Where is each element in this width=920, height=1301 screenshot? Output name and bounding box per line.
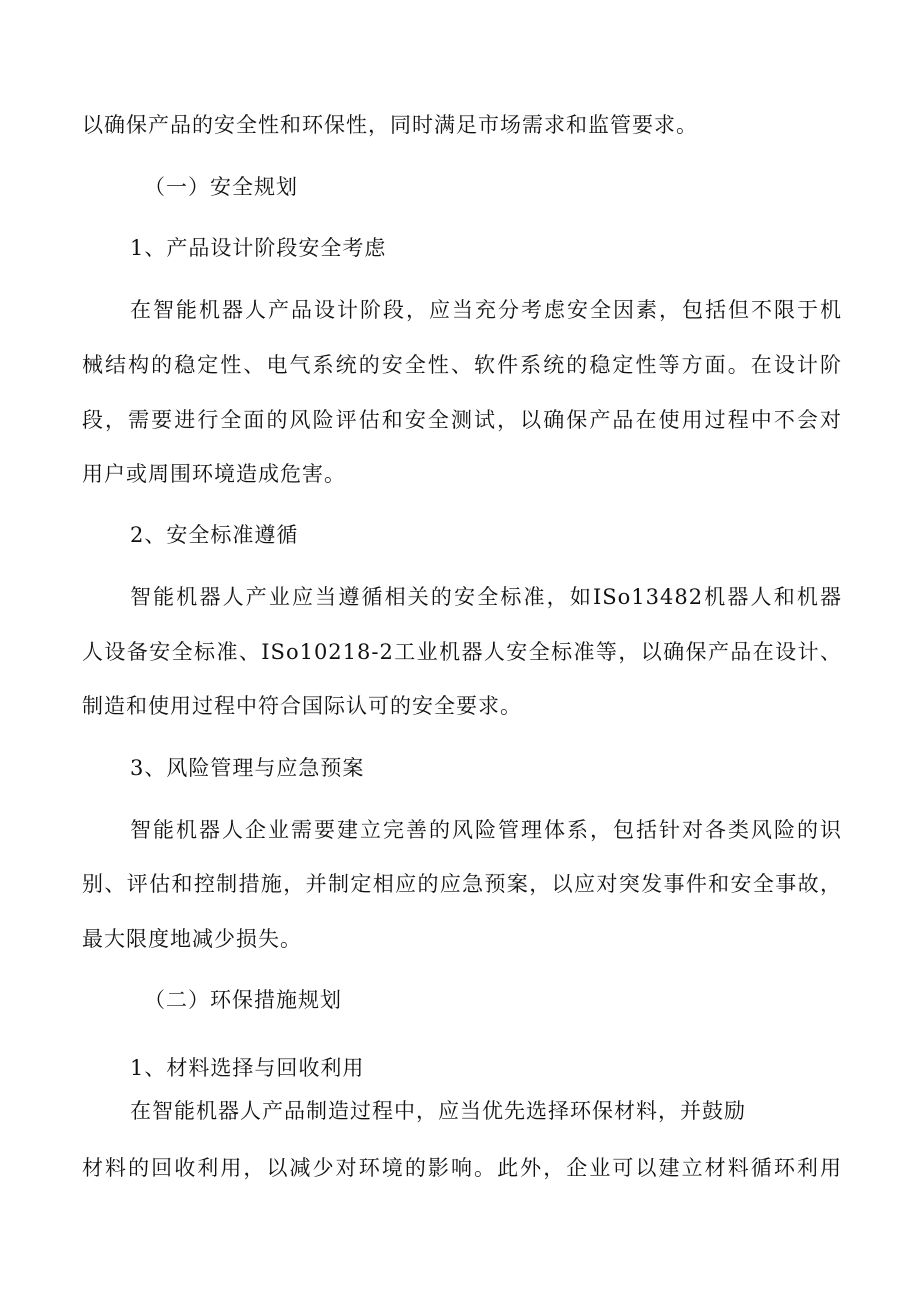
subheading-risk-management: 3、风险管理与应急预案 [130, 756, 365, 780]
section-heading-environmental-planning: （二）环保措施规划 [144, 988, 342, 1012]
paragraph-line: 用户或周围环境造成危害。 [82, 462, 346, 486]
section-heading-safety-planning: （一）安全规划 [144, 175, 298, 199]
subheading-safety-standards: 2、安全标准遵循 [130, 523, 299, 547]
paragraph-line: 制造和使用过程中符合国际认可的安全要求。 [82, 694, 522, 718]
paragraph-line: 械结构的稳定性、电气系统的安全性、软件系统的稳定性等方面。在设计阶 [82, 353, 842, 377]
paragraph-line: 材料的回收利用，以减少对环境的影响。此外，企业可以建立材料循环利用 [82, 1156, 842, 1180]
paragraph-line: 以确保产品的安全性和环保性，同时满足市场需求和监管要求。 [82, 113, 698, 137]
paragraph-line: 智能机器人企业需要建立完善的风险管理体系，包括针对各类风险的识 [130, 818, 842, 842]
paragraph-line: 智能机器人产业应当遵循相关的安全标准，如ISo13482机器人和机器 [130, 585, 842, 609]
paragraph-line: 段，需要进行全面的风险评估和安全测试，以确保产品在使用过程中不会对 [82, 408, 842, 432]
paragraph-line: 别、评估和控制措施，并制定相应的应急预案，以应对突发事件和安全事故， [82, 872, 842, 896]
paragraph-line: 在智能机器人产品设计阶段，应当充分考虑安全因素，包括但不限于机 [130, 298, 842, 322]
paragraph-line: 在智能机器人产品制造过程中，应当优先选择环保材料，并鼓励 [130, 1099, 746, 1123]
paragraph-line: 最大限度地减少损失。 [82, 927, 302, 951]
subheading-design-safety: 1、产品设计阶段安全考虑 [130, 236, 387, 260]
paragraph-line: 人设备安全标准、ISo10218-2工业机器人安全标准等，以确保产品在设计、 [82, 640, 842, 664]
subheading-material-recycling: 1、材料选择与回收利用 [130, 1056, 365, 1080]
